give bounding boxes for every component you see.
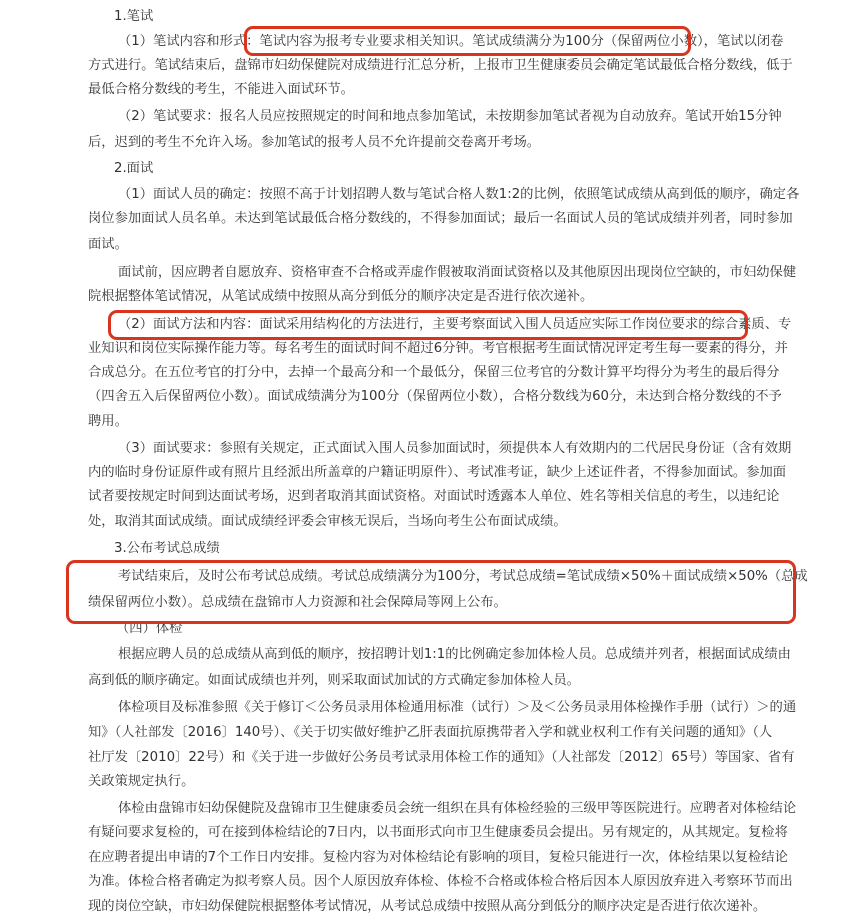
text-line: 有疑问要求复检的，可在接到体检结论的7日内，以书面形式向市卫生健康委员会提出。另有规定的，从其规定。复检将 [88, 825, 788, 840]
text-line: （四）体检 [116, 621, 183, 636]
text-line: 业知识和岗位实际操作能力等。每名考生的面试时间不超过6分钟。考官根据考生面试情况评定考生每一要素的得分，并 [88, 341, 788, 356]
text-line: 体检项目及标准参照《关于修订＜公务员录用体检通用标准（试行）＞及＜公务员录用体检操作手册（试行）＞的通 [118, 700, 797, 715]
text-line: 绩保留两位小数）。总成绩在盘锦市人力资源和社会保障局等网上公布。 [88, 595, 507, 610]
text-line: 知》（人社部发〔2016〕140号）、《关于切实做好维护乙肝表面抗原携带者入学和就业权利工作有关问题的通知》（人 [88, 725, 773, 740]
text-line: 面试前，因应聘者自愿放弃、资格审查不合格或弄虚作假被取消面试资格以及其他原因出现岗位空缺的，市妇幼保健 [118, 265, 797, 280]
text-line: 处，取消其面试成绩。面试成绩经评委会审核无误后，当场向考生公布面试成绩。 [88, 514, 567, 529]
text-line: 方式进行。笔试结束后，盘锦市妇幼保健院对成绩进行汇总分析，上报市卫生健康委员会确定笔试最低合格分数线，低于 [88, 58, 793, 73]
text-line: （3）面试要求：参照有关规定，正式面试入围人员参加面试时，须提供本人有效期内的二代居民身份证（含有效期 [118, 441, 792, 456]
text-line: （1）笔试内容和形式：笔试内容为报考专业要求相关知识。笔试成绩满分为100分（保留两位小数），笔试以闭卷 [118, 34, 784, 49]
text-line: 3.公布考试总成绩 [114, 541, 220, 556]
text-line: 后，迟到的考生不允许入场。参加笔试的报考人员不允许提前交卷离开考场。 [88, 135, 541, 150]
text-line: 体检由盘锦市妇幼保健院及盘锦市卫生健康委员会统一组织在具有体检经验的三级甲等医院进行。应聘者对体检结论 [118, 801, 797, 816]
text-line: 合成总分。在五位考官的打分中，去掉一个最高分和一个最低分，保留三位考官的分数计算平均得分为考生的最后得分 [88, 365, 780, 380]
text-line: 院根据整体笔试情况，从笔试成绩中按照从高分到低分的顺序决定是否进行依次递补。 [88, 289, 594, 304]
text-line: 在应聘者提出申请的7个工作日内安排。复检内容为对体检结论有影响的项目，复检只能进行一次，体检结果以复检结论 [88, 850, 788, 865]
text-line: 社厅发〔2010〕22号）和《关于进一步做好公务员考试录用体检工作的通知》（人社部发〔2012〕65号）等国家、省有 [88, 750, 795, 765]
text-line: 根据应聘人员的总成绩从高到低的顺序，按招聘计划1:1的比例确定参加体检人员。总成绩并列者，根据面试成绩由 [118, 647, 791, 662]
text-line: 岗位参加面试人员名单。未达到笔试最低合格分数线的，不得参加面试；最后一名面试人员的笔试成绩并列者，同时参加 [88, 211, 793, 226]
text-line: （2）笔试要求：报名人员应按照规定的时间和地点参加笔试，未按期参加笔试者视为自动放弃。笔试开始15分钟 [118, 109, 782, 124]
text-line: 最低合格分数线的考生，不能进入面试环节。 [88, 82, 354, 97]
text-line: （2）面试方法和内容：面试采用结构化的方法进行，主要考察面试入围人员适应实际工作岗位要求的综合素质、专 [118, 317, 792, 332]
text-line: 2.面试 [114, 161, 154, 176]
text-line: 为准。体检合格者确定为拟考察人员。因个人原因放弃体检、体检不合格或体检合格后因本人原因放弃进入考察环节而出 [88, 874, 793, 889]
text-line: 高到低的顺序确定。如面试成绩也并列，则采取面试加试的方式确定参加体检人员。 [88, 673, 580, 688]
text-line: 试者要按规定时间到达面试考场，迟到者取消其面试资格。对面试时透露本人单位、姓名等相关信息的考生，以违纪论 [88, 489, 780, 504]
text-line: 聘用。 [88, 414, 128, 429]
text-line: 考试结束后，及时公布考试总成绩。考试总成绩满分为100分，考试总成绩=笔试成绩×50%＋面试成绩×50%（总成 [118, 569, 808, 584]
text-line: 关政策规定执行。 [88, 774, 195, 789]
text-line: 1.笔试 [114, 9, 154, 24]
text-line: （1）面试人员的确定：按照不高于计划招聘人数与笔试合格人数1:2的比例，依照笔试成绩从高到低的顺序，确定各 [118, 187, 800, 202]
text-line: 内的临时身份证原件或有照片且经派出所盖章的户籍证明原件）、考试准考证，缺少上述证件者，不得参加面试。参加面 [88, 465, 787, 480]
text-line: 现的岗位空缺，市妇幼保健院根据整体考试情况，从考试总成绩中按照从高分到低分的顺序决定是否进行依次递补。 [88, 899, 767, 914]
text-line: （四舍五入后保留两位小数）。面试成绩满分为100分（保留两位小数），合格分数线为60分，未达到合格分数线的不予 [88, 389, 782, 404]
text-line: 面试。 [88, 237, 128, 252]
